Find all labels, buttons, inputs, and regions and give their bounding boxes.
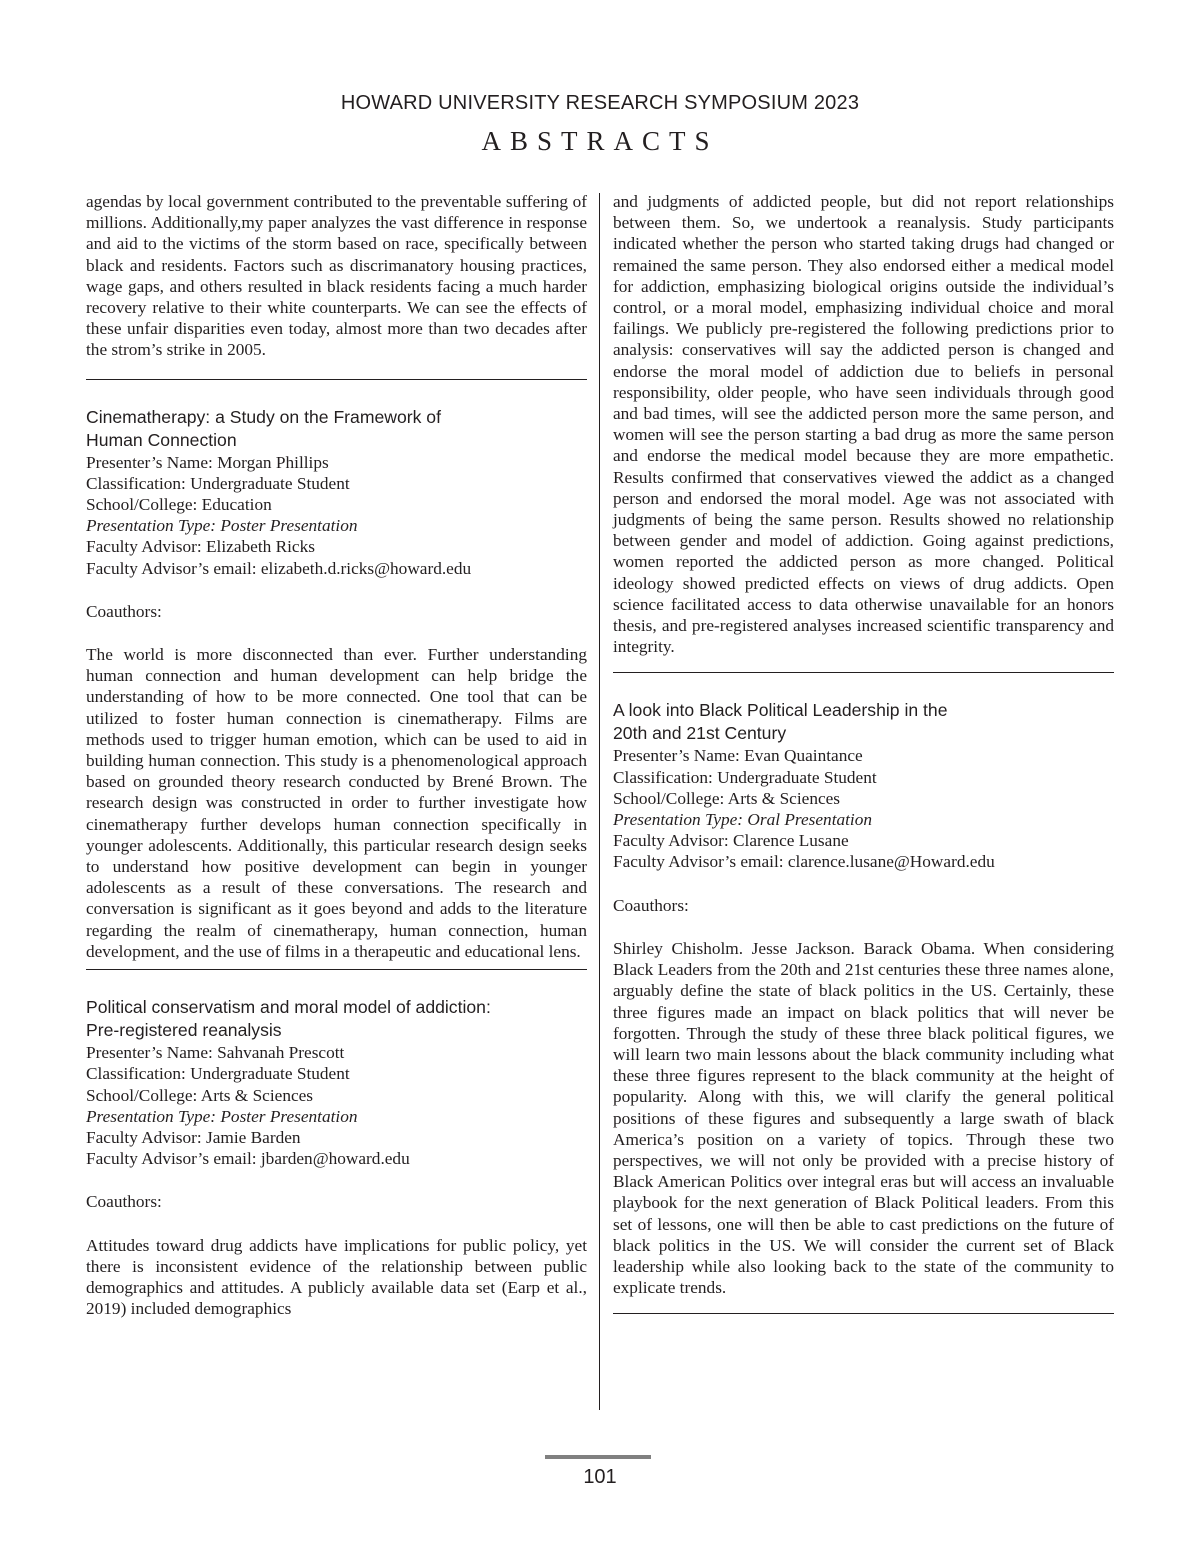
faculty-advisor-email: Faculty Advisor’s email: elizabeth.d.ricks@howard.edu: [86, 558, 472, 578]
faculty-advisor: Faculty Advisor: Elizabeth Ricks: [86, 537, 315, 557]
title-line: Human Connection: [86, 429, 237, 450]
left-column: [86, 191, 587, 1319]
abstract-black-political-leadership: [613, 699, 1114, 1298]
faculty-advisor: Faculty Advisor: Clarence Lusane: [613, 831, 849, 851]
coauthors-label: Coauthors:: [613, 895, 689, 915]
abstract-meta: [86, 1042, 587, 1234]
page-number: 101: [583, 1466, 617, 1488]
abstract-title: [613, 699, 1114, 745]
abstract-body: The world is more disconnected than ever. Further understanding human connection and human development can help bridge the understanding of how to be more connected. One tool that can be utilized to foster human connection is cinematherapy. Films are methods used to trigger human emotion, which can be used to aid in building human connection. This study is a phenomenological approach based on grounded theory research conducted by Brené Brown. The research design was constructed in order to further investigate how cinematherapy further develops human connection specifically in younger adolescents. Additionally, this particular research design seeks to understand how positive development can begin in younger adolescents as a result of these conversations. The research and conversation is significant as it goes beyond and adds to the literature regarding the realm of cinematherapy, human connection, human development, and the use of films in a therapeutic and educational lens.: [86, 645, 587, 961]
school-college: School/College: Arts & Sciences: [613, 788, 841, 808]
column-divider: [599, 193, 600, 1410]
coauthors-label: Coauthors:: [86, 1192, 162, 1212]
abstract-body: Shirley Chisholm. Jesse Jackson. Barack Obama. When considering Black Leaders from the 20th and 21st centuries these three names alone, arguably define the state of black politics in the US. Certainly, these three figures made an impact on black politics that will never be forgotten. Through the study of these three black political figures, we will learn two main lessons about the black community including what these three figures represent to the black community at the height of popularity. Along with this, we will clarify the general political positions of these figures and subsequently a large swath of black America’s position on a variety of topics. Through these two perspectives, we will not only be provided with a precise history of Black American Politics over integral eras but will access an invaluable playbook for the next generation of Black Political leaders. From this set of lessons, one will then be able to cast predictions on the future of black politics in the US. We will consider the current set of Black leadership while also looking back to the state of the community to explicate trends.: [613, 938, 1114, 1298]
abstract-political-conservatism: [86, 996, 587, 1319]
faculty-advisor-email: Faculty Advisor’s email: jbarden@howard.edu: [86, 1149, 410, 1169]
faculty-advisor: Faculty Advisor: Jamie Barden: [86, 1127, 301, 1147]
title-line: Pre-registered reanalysis: [86, 1020, 282, 1041]
abstract-meta: [613, 745, 1114, 937]
classification: Classification: Undergraduate Student: [86, 1064, 350, 1084]
continued-paragraph: and judgments of addicted people, but did not report relationships between them. So, we undertook a reanalysis. Study participants indicated whether the person who started taking drugs had changed or remained the same person. They also endorsed either a medical model for addiction, emphasizing biological origins outside the individual’s control, or a moral model, emphasizing individual choice and moral failings. We publicly pre-registered the following predictions prior to analysis: conservatives will say the addicted person is changed and endorse the moral model of addiction due to beliefs in personal responsibility, older people, who have seen individuals through good and bad times, will see the addicted person more the same person, and women will see the person starting a bad drug as more the same person and endorse the medical model because they are more empathetic. Results confirmed that conservatives viewed the addict as a changed person and endorsed the moral model. Age was not associated with judgments of being the same person. Results showed no relationship between gender and model of addiction. Going against predictions, women reported the addicted person as more changed. Political ideology showed predicted effects on views of drug addicts. Open science facilitated access to data otherwise unavailable for an honors thesis, and pre-registered analyses increased scientific transparency and integrity.: [613, 192, 1114, 657]
title-line: Cinematherapy: a Study on the Framework of: [86, 406, 441, 427]
school-college: School/College: Arts & Sciences: [86, 1085, 314, 1105]
abstract-body: Attitudes toward drug addicts have implications for public policy, yet there is inconsistent evidence of the relationship between public demographics and attitudes. A publicly available data set (Earp et al., 2019) included demographics: [86, 1235, 587, 1319]
presenter-name: Presenter’s Name: Morgan Phillips: [86, 452, 329, 472]
classification: Classification: Undergraduate Student: [613, 767, 877, 787]
title-line: Political conservatism and moral model of addiction:: [86, 997, 491, 1018]
presentation-type: Presentation Type: Oral Presentation: [613, 810, 873, 830]
presenter-name: Presenter’s Name: Evan Quaintance: [613, 746, 863, 766]
title-line: A look into Black Political Leadership in the: [613, 700, 948, 721]
title-line: 20th and 21st Century: [613, 723, 787, 744]
abstract-title: [86, 406, 587, 452]
faculty-advisor-email: Faculty Advisor’s email: clarence.lusane@Howard.edu: [613, 852, 995, 872]
section-divider: [613, 1313, 1114, 1314]
abstract-meta: [86, 452, 587, 644]
page-header-symposium: HOWARD UNIVERSITY RESEARCH SYMPOSIUM 2023: [340, 92, 860, 114]
presentation-type: Presentation Type: Poster Presentation: [86, 1106, 358, 1126]
presentation-type: Presentation Type: Poster Presentation: [86, 516, 358, 536]
classification: Classification: Undergraduate Student: [86, 473, 350, 493]
coauthors-label: Coauthors:: [86, 601, 162, 621]
abstract-title: [86, 996, 587, 1042]
presenter-name: Presenter’s Name: Sahvanah Prescott: [86, 1043, 345, 1063]
right-column: [613, 191, 1114, 1314]
school-college: School/College: Education: [86, 495, 272, 515]
page-header-section: ABSTRACTS: [481, 126, 719, 156]
abstract-cinematherapy: [86, 406, 587, 962]
continued-paragraph: agendas by local government contributed to the preventable suffering of millions. Additionally,my paper analyzes the vast difference in response and aid to the victims of the storm based on race, specifically between black and residents. Factors such as discrimanatory housing practices, wage gaps, and others resulted in black residents facing a much harder recovery relative to their white counterparts. We can see the effects of these unfair disparities even today, almost more than two decades after the strom’s strike in 2005.: [86, 192, 587, 360]
footer-rule: [545, 1455, 651, 1459]
